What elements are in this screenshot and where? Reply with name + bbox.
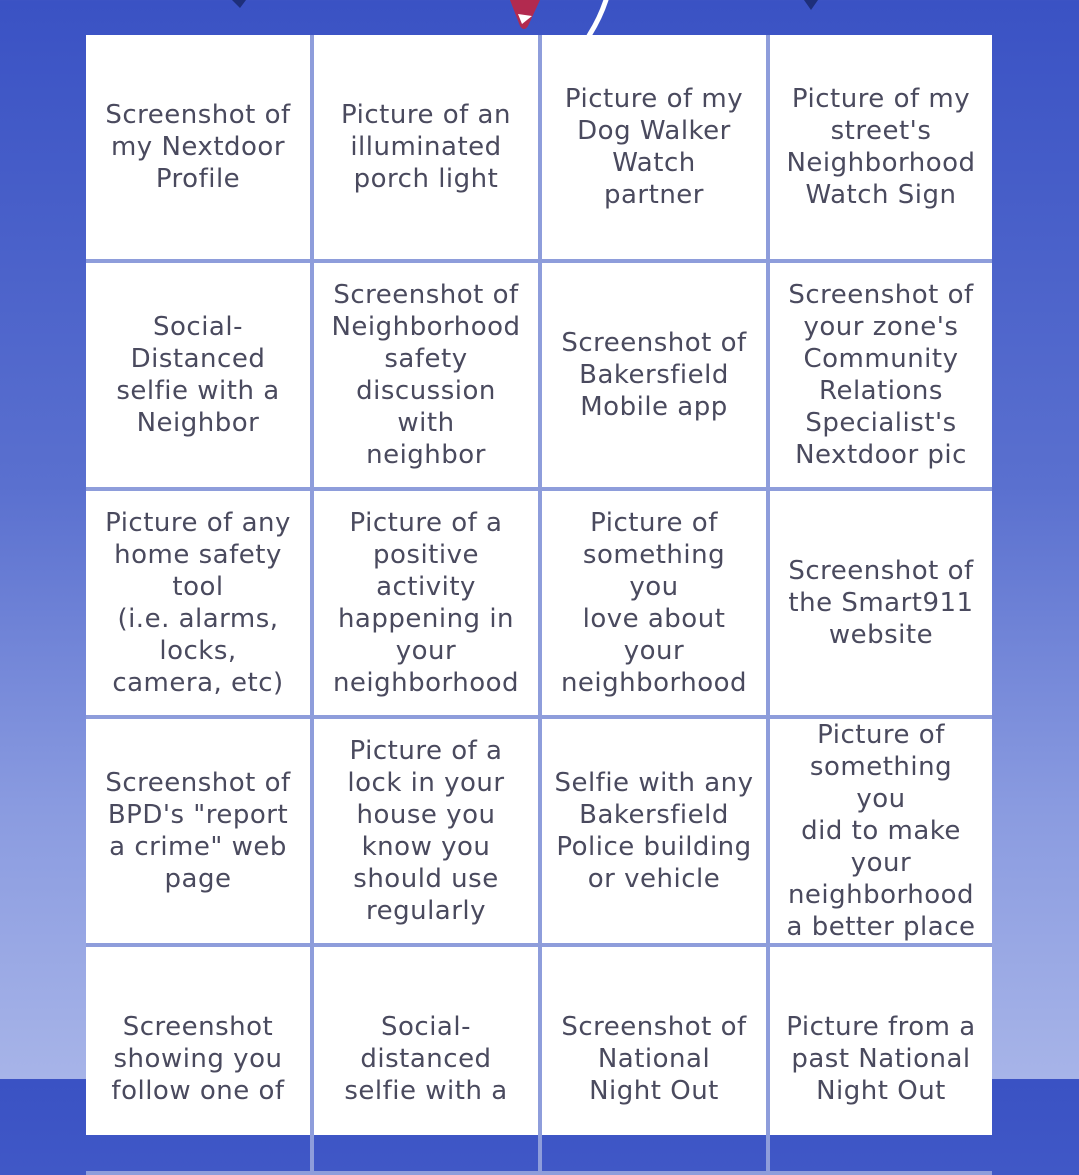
bingo-cell: Screenshot of your zone's Community Relations Specialist's Nextdoor pic bbox=[770, 263, 992, 491]
bingo-cell: Social- distanced selfie with a bbox=[314, 947, 542, 1175]
bingo-cell: Picture from a past National Night Out bbox=[770, 947, 992, 1175]
bingo-cell: Picture of my Dog Walker Watch partner bbox=[542, 35, 770, 263]
bingo-cell: Picture of something you love about your neighborhood bbox=[542, 491, 770, 719]
balloon-icon bbox=[510, 0, 540, 29]
bingo-cell: Screenshot of the Smart911 website bbox=[770, 491, 992, 719]
right-mark-icon bbox=[804, 0, 818, 10]
script-stroke-icon bbox=[588, 0, 606, 39]
bingo-cell: Screenshot of Bakersfield Mobile app bbox=[542, 263, 770, 491]
bingo-board bbox=[86, 35, 992, 1135]
bingo-cell: Picture of my street's Neighborhood Watch Sign bbox=[770, 35, 992, 263]
bingo-cell: Selfie with any Bakersfield Police building or vehicle bbox=[542, 719, 770, 947]
left-mark-icon bbox=[232, 0, 246, 8]
bingo-cell: Screenshot of BPD's "report a crime" web page bbox=[86, 719, 314, 947]
bingo-cell: Screenshot of National Night Out bbox=[542, 947, 770, 1175]
bingo-cell: Screenshot of my Nextdoor Profile bbox=[86, 35, 314, 263]
bingo-cell: Screenshot of Neighborhood safety discussion with neighbor bbox=[314, 263, 542, 491]
bingo-cell: Picture of something you did to make your neighborhood a better place bbox=[770, 719, 992, 947]
bingo-cell: Screenshot showing you follow one of bbox=[86, 947, 314, 1175]
bingo-cell: Social- Distanced selfie with a Neighbor bbox=[86, 263, 314, 491]
bingo-cell: Picture of any home safety tool (i.e. alarms, locks, camera, etc) bbox=[86, 491, 314, 719]
bingo-cell: Picture of a positive activity happening in your neighborhood bbox=[314, 491, 542, 719]
bingo-cell: Picture of an illuminated porch light bbox=[314, 35, 542, 263]
bingo-cell: Picture of a lock in your house you know you should use regularly bbox=[314, 719, 542, 947]
